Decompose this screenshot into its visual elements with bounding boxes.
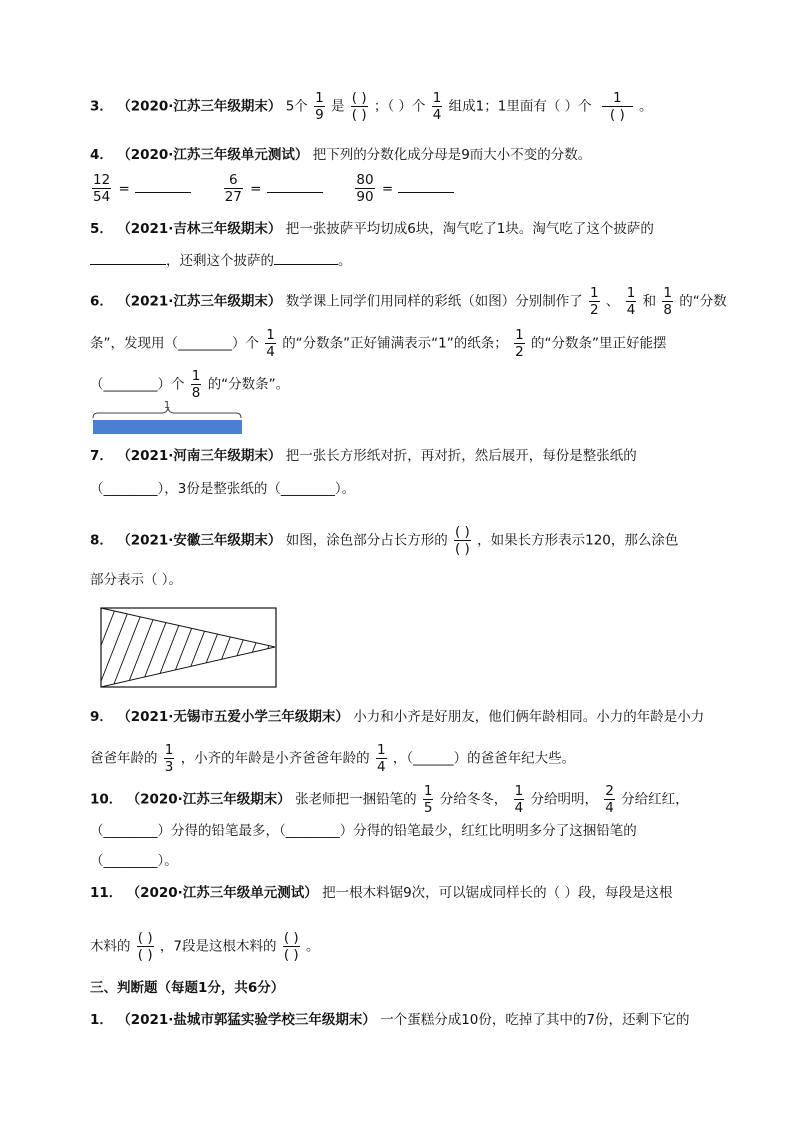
fraction-blank: ( ) ( ) bbox=[283, 930, 299, 963]
question-text: ，如果长方形表示120，那么涂色 bbox=[477, 532, 679, 549]
question-text: （________）分得的铅笔最多，（________）分得的铅笔最少，红红比明明多分了这捆铅笔的 bbox=[90, 823, 637, 839]
fraction: $\frac{1}{4}$ bbox=[432, 90, 442, 123]
brace-label: 1 bbox=[163, 400, 171, 411]
fraction: $\frac{6}{27}$ bbox=[224, 172, 242, 205]
question-text: 。 bbox=[338, 253, 352, 269]
question-text: 的“分数条”里正好能摆 bbox=[530, 335, 667, 352]
question-3 bbox=[90, 90, 653, 123]
question-text: 小力和小齐是好朋友，他们俩年龄相同。小力的年龄是小力 bbox=[353, 709, 705, 725]
blue-paper-strip bbox=[93, 420, 242, 434]
question-7 bbox=[90, 446, 637, 466]
question-number: 6． bbox=[90, 293, 113, 310]
question-text: 如图，涂色部分占长方形的 bbox=[285, 532, 448, 549]
fraction-blank: 1 ( ) bbox=[602, 90, 633, 123]
question-text: ，还剩这个披萨的 bbox=[166, 253, 274, 269]
question-10 bbox=[90, 783, 689, 816]
question-text: 一个蛋糕分成10份，吃掉了其中的7份，还剩下它的 bbox=[380, 1012, 690, 1028]
question-text: （________）个 bbox=[90, 376, 185, 393]
question-text: （________），3份是整张纸的（________）。 bbox=[90, 481, 356, 497]
paper-strip-figure bbox=[90, 398, 250, 438]
question-10-line3 bbox=[90, 851, 178, 871]
question-text: 和 bbox=[642, 293, 657, 310]
answer-blank[interactable] bbox=[267, 178, 323, 193]
judgment-question-1 bbox=[90, 1010, 689, 1030]
question-text: 的“分数条”正好铺满表示“1”的纸条； bbox=[282, 335, 508, 352]
fraction: $\frac{1}{4}$ bbox=[266, 327, 275, 360]
question-6-line3 bbox=[90, 368, 289, 401]
equals-sign: = bbox=[250, 180, 262, 197]
question-text: 5个 bbox=[285, 98, 308, 115]
fraction-blank: ( ) ( ) bbox=[137, 930, 153, 963]
question-number: 8． bbox=[90, 532, 113, 549]
fraction-row bbox=[90, 172, 454, 205]
question-text: 。 bbox=[639, 98, 653, 115]
question-text: 张老师把一捆铅笔的 bbox=[295, 791, 417, 808]
fraction: $\frac{80}{90}$ bbox=[356, 172, 374, 205]
equals-sign: = bbox=[381, 180, 394, 197]
section-title: 三、判断题（每题1分，共6分） bbox=[90, 980, 285, 996]
fraction: $\frac{1}{4}$ bbox=[376, 742, 386, 775]
fraction: $\frac{1}{8}$ bbox=[663, 285, 672, 318]
fraction: $\frac{1}{4}$ bbox=[626, 285, 636, 318]
question-number: 9． bbox=[90, 709, 113, 725]
question-7-line2 bbox=[90, 479, 355, 499]
answer-blank[interactable] bbox=[135, 178, 191, 193]
question-text: 条”，发现用（________）个 bbox=[90, 335, 259, 352]
question-text: 把一张长方形纸对折，再对折，然后展开，每份是整张纸的 bbox=[285, 448, 637, 464]
question-source: （2021·安徽三年级期末） bbox=[117, 532, 282, 549]
question-source: （2021·江苏三年级期末） bbox=[117, 293, 282, 310]
question-4 bbox=[90, 145, 591, 165]
question-5-line2 bbox=[90, 250, 352, 271]
question-number: 5． bbox=[90, 221, 113, 237]
question-text: ，（______）的爸爸年纪大些。 bbox=[392, 750, 576, 767]
question-10-line2 bbox=[90, 821, 637, 841]
question-text: 数学课上同学们用同样的彩纸（如图）分别制作了 bbox=[285, 293, 583, 310]
question-11-line2 bbox=[90, 930, 319, 963]
fraction: $\frac{12}{54}$ bbox=[93, 172, 111, 205]
question-6 bbox=[90, 285, 727, 318]
question-text: ；（ ）个 bbox=[373, 98, 426, 115]
fraction: $\frac{1}{3}$ bbox=[164, 742, 174, 775]
fraction-blank: ( ) ( ) bbox=[351, 90, 367, 123]
answer-blank[interactable] bbox=[90, 250, 166, 265]
question-text: 分给冬冬， bbox=[439, 791, 508, 808]
question-number: 1． bbox=[90, 1012, 113, 1028]
fraction: $\frac{1}{8}$ bbox=[191, 368, 201, 401]
question-number: 10． bbox=[90, 791, 123, 808]
question-number: 4． bbox=[90, 147, 113, 163]
answer-blank[interactable] bbox=[398, 178, 454, 193]
question-text: 把下列的分数化成分母是9而大小不变的分数。 bbox=[312, 147, 592, 163]
question-text: ，小齐的年龄是小齐爸爸年龄的 bbox=[180, 750, 370, 767]
shaded-triangle bbox=[101, 608, 275, 687]
question-8-line2 bbox=[90, 570, 182, 590]
question-text: 的“分数条”。 bbox=[207, 376, 290, 393]
fraction: $\frac{1}{2}$ bbox=[590, 285, 599, 318]
question-source: （2020·江苏三年级期末） bbox=[117, 98, 282, 115]
question-9 bbox=[90, 707, 704, 727]
question-text: 是 bbox=[330, 98, 345, 115]
fraction: $\frac{1}{2}$ bbox=[515, 327, 524, 360]
fraction: $\frac{1}{9}$ bbox=[315, 90, 324, 123]
question-text: 爸爸年龄的 bbox=[90, 750, 158, 767]
question-text: 木料的 bbox=[90, 938, 131, 955]
question-text: 组成1；1里面有（ ）个 bbox=[448, 98, 592, 115]
question-source: （2020·江苏三年级单元测试） bbox=[126, 885, 318, 901]
fraction: $\frac{1}{5}$ bbox=[423, 783, 433, 816]
question-6-line2 bbox=[90, 327, 666, 360]
question-source: （2020·江苏三年级期末） bbox=[126, 791, 291, 808]
question-number: 7． bbox=[90, 448, 113, 464]
question-text: 分给明明， bbox=[530, 791, 598, 808]
question-text: ，7段是这根木料的 bbox=[159, 938, 277, 955]
question-text: 部分表示（ ）。 bbox=[90, 572, 183, 588]
question-9-line2 bbox=[90, 742, 575, 775]
question-11 bbox=[90, 883, 672, 903]
question-text: 把一张披萨平均切成6块，淘气吃了1块。淘气吃了这个披萨的 bbox=[285, 221, 654, 237]
question-text: 分给红红， bbox=[621, 791, 689, 808]
question-source: （2021·盐城市郭猛实验学校三年级期末） bbox=[117, 1012, 376, 1028]
fraction: $\frac{2}{4}$ bbox=[605, 783, 614, 816]
equals-sign: = bbox=[118, 180, 130, 197]
question-source: （2021·河南三年级期末） bbox=[117, 448, 282, 464]
fraction: $\frac{1}{4}$ bbox=[514, 783, 524, 816]
question-source: （2020·江苏三年级单元测试） bbox=[117, 147, 309, 163]
question-source: （2021·吉林三年级期末） bbox=[117, 221, 282, 237]
question-number: 11． bbox=[90, 885, 123, 901]
rectangle bbox=[101, 608, 276, 687]
question-source: （2021·无锡市五爱小学三年级期末） bbox=[117, 709, 349, 725]
answer-blank[interactable] bbox=[274, 250, 338, 265]
fraction-blank: ( ) ( ) bbox=[455, 524, 470, 557]
question-text: 、 bbox=[605, 293, 620, 310]
question-number: 3． bbox=[90, 98, 113, 115]
question-text: （________）。 bbox=[90, 853, 178, 869]
question-5 bbox=[90, 219, 654, 239]
question-text: 把一根木料锯9次，可以锯成同样长的（ ）段，每段是这根 bbox=[322, 885, 673, 901]
question-text: 的“分数 bbox=[679, 293, 727, 310]
question-8 bbox=[90, 524, 678, 557]
hatch-lines bbox=[100, 607, 278, 689]
question-text: 。 bbox=[305, 938, 320, 955]
hatched-triangle-figure bbox=[100, 607, 278, 689]
